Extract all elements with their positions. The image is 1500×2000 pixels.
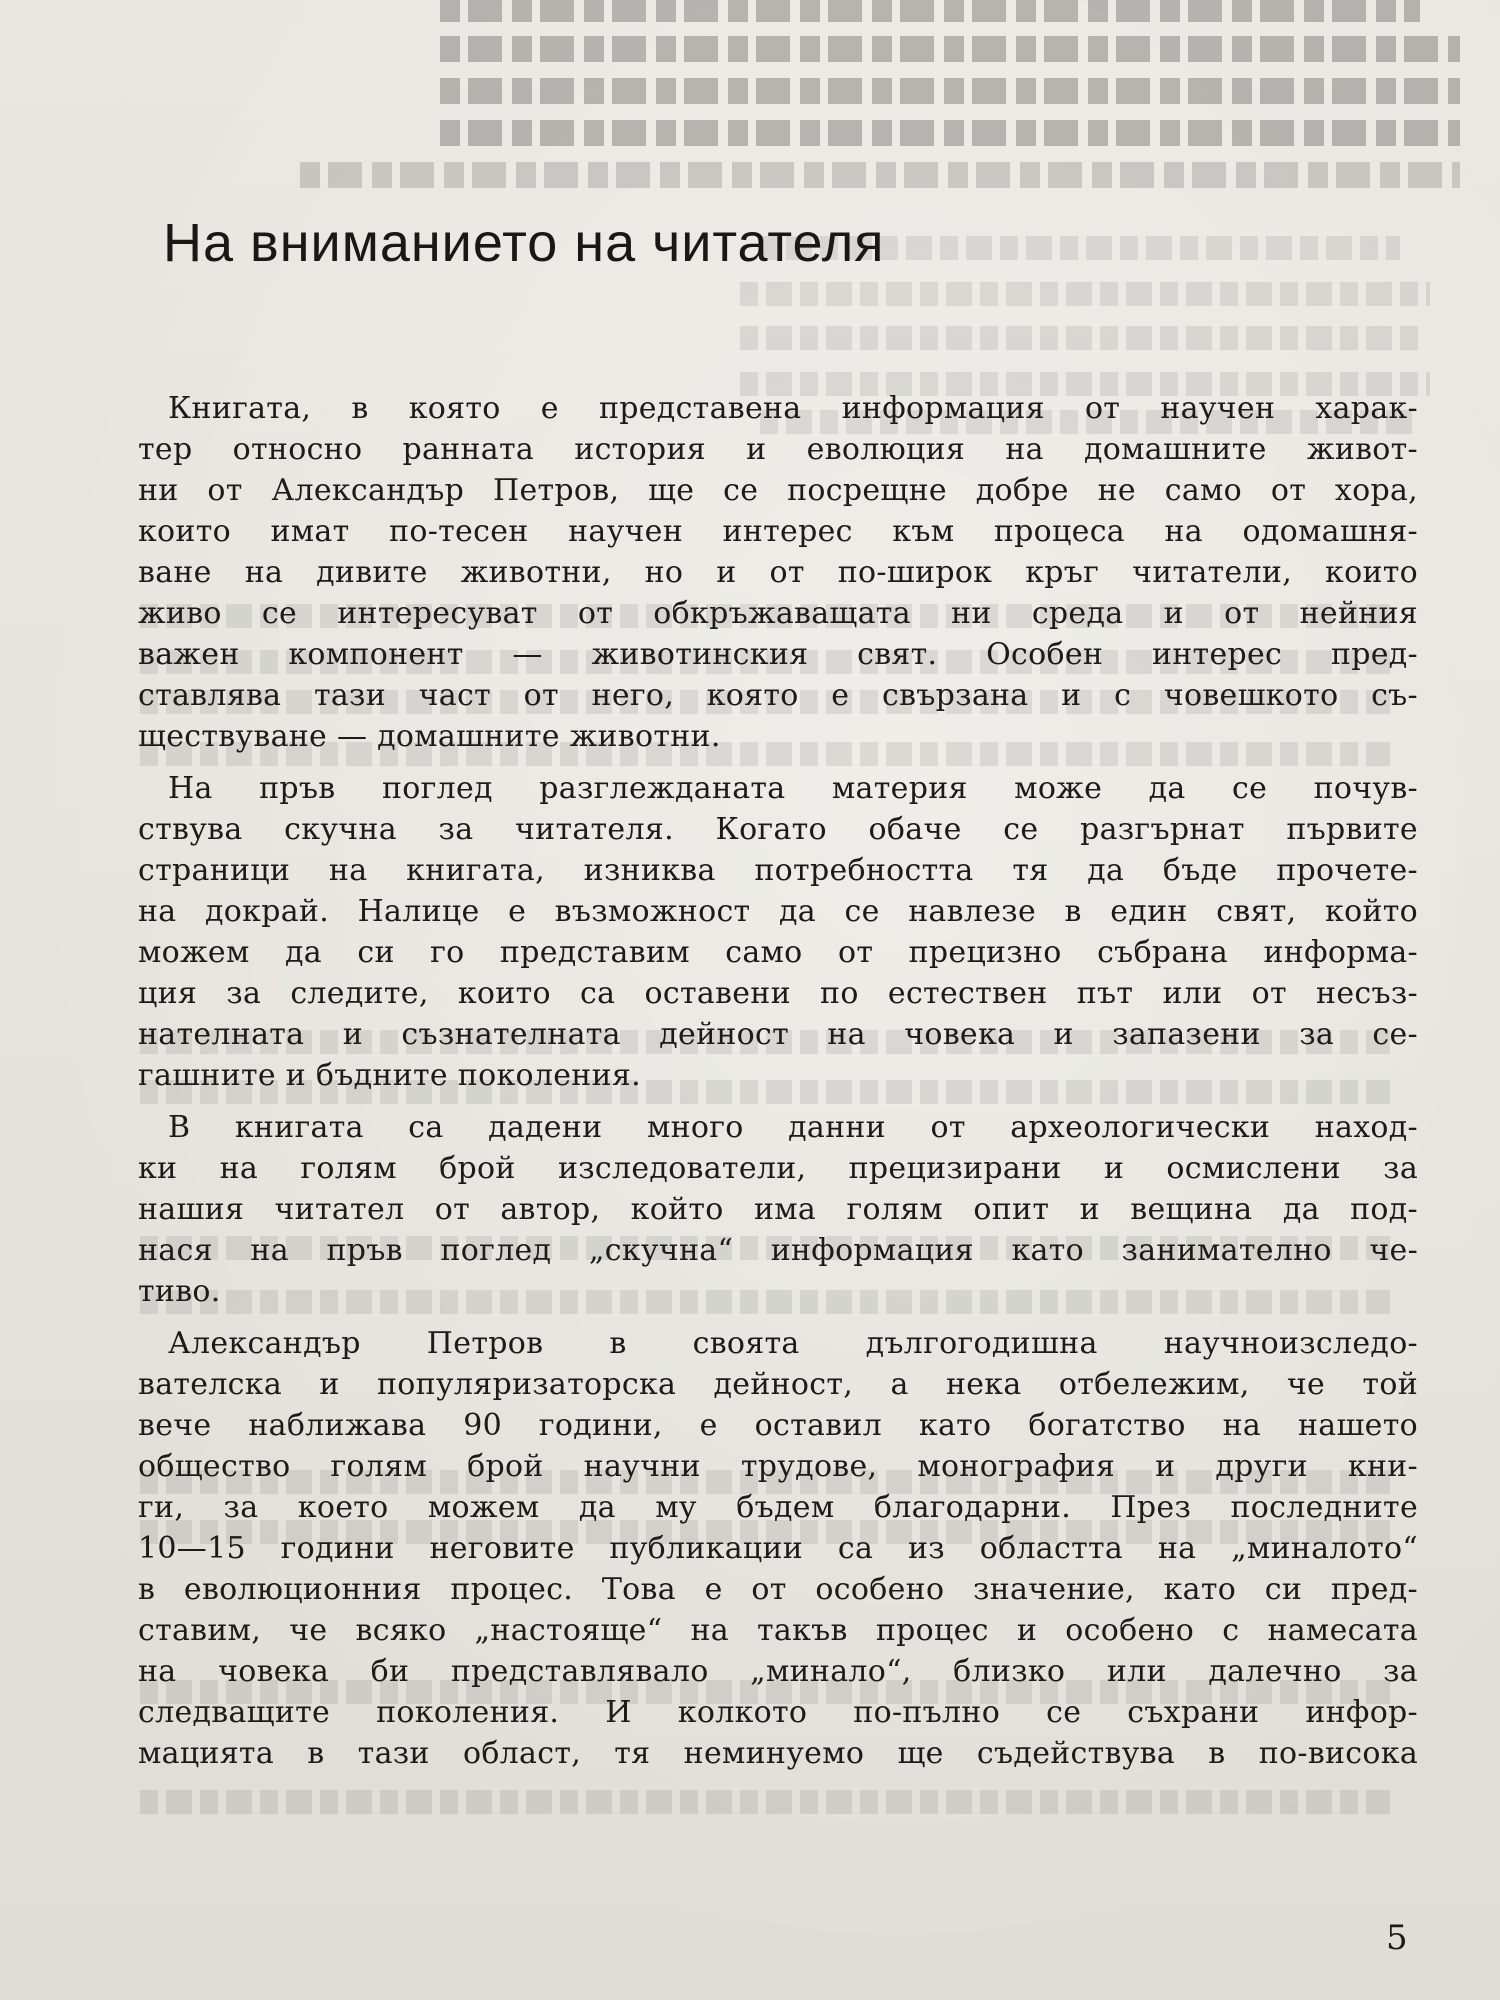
text-line: нателната и съзнателната дейност на човека и запазени за се- xyxy=(138,1017,1418,1052)
paragraph-4 xyxy=(138,1323,1418,1774)
text-line: ция за следите, които са оставени по естествен път или от несъз- xyxy=(138,976,1418,1011)
text-line: ществуване — домашните животни. xyxy=(138,719,721,754)
previous-page-fragment xyxy=(0,0,1500,210)
text-line: общество голям брой научни трудове, монография и други кни- xyxy=(138,1449,1418,1484)
paragraph-3 xyxy=(138,1107,1418,1312)
body-text xyxy=(138,388,1418,1774)
paragraph-2 xyxy=(138,768,1418,1096)
text-line: нашия читател от автор, който има голям опит и вещина да под- xyxy=(138,1192,1418,1227)
paragraph-1 xyxy=(138,388,1418,757)
text-line: ги, за което можем да му бъдем благодарни. През последните xyxy=(138,1490,1418,1525)
text-line: ни от Александър Петров, ще се посрещне добре не само от хора, xyxy=(138,473,1418,508)
page-number: 5 xyxy=(1386,1918,1408,1958)
text-line: в еволюционния процес. Това е от особено значение, като си пред- xyxy=(138,1572,1418,1607)
text-line: мацията в тази област, тя неминуемо ще съдействува в по-висока xyxy=(138,1736,1418,1771)
text-line: тиво. xyxy=(138,1274,221,1309)
text-line: ки на голям брой изследователи, прецизирани и осмислени за xyxy=(138,1151,1418,1186)
text-line: можем да си го представим само от прецизно събрана информа- xyxy=(138,935,1418,970)
text-line: Книгата, в която е представена информация от научен харак- xyxy=(168,391,1418,426)
chapter-title: На вниманието на читателя xyxy=(163,213,885,273)
text-line: Александър Петров в своята дългогодишна научноизследо- xyxy=(168,1326,1418,1361)
text-line: ставим, че всяко „настояще“ на такъв процес и особено с намесата xyxy=(138,1613,1418,1648)
text-line: на човека би представлявало „минало“, близко или далечно за xyxy=(138,1654,1418,1689)
text-line: ване на дивите животни, но и от по-широк кръг читатели, които xyxy=(138,555,1418,590)
text-line: които имат по-тесен научен интерес към процеса на одомашня- xyxy=(138,514,1418,549)
text-line: вателска и популяризаторска дейност, а нека отбележим, че той xyxy=(138,1367,1418,1402)
text-line: важен компонент — животинския свят. Особен интерес пред- xyxy=(138,637,1418,672)
text-line: вече наближава 90 години, е оставил като богатство на нашето xyxy=(138,1408,1418,1443)
text-line: нася на пръв поглед „скучна“ информация като занимателно че- xyxy=(138,1233,1418,1268)
text-line: тер относно ранната история и еволюция на домашните живот- xyxy=(138,432,1418,467)
text-line: на докрай. Налице е възможност да се навлезе в един свят, който xyxy=(138,894,1418,929)
text-line: следващите поколения. И колкото по-пълно се съхрани инфор- xyxy=(138,1695,1418,1730)
text-line: страници на книгата, изниква потребността тя да бъде прочете- xyxy=(138,853,1418,888)
text-line: 10—15 години неговите публикации са из областта на „миналото“ xyxy=(138,1531,1418,1566)
text-line: живо се интересуват от обкръжаващата ни среда и от нейния xyxy=(138,596,1418,631)
text-line: ставлява тази част от него, която е свързана и с човешкото съ- xyxy=(138,678,1418,713)
text-line: гашните и бъдните поколения. xyxy=(138,1058,641,1093)
text-line: В книгата са дадени много данни от археологически наход- xyxy=(168,1110,1418,1145)
text-line: На пръв поглед разглежданата материя може да се почув- xyxy=(168,771,1418,806)
text-line: ствува скучна за читателя. Когато обаче се разгърнат първите xyxy=(138,812,1418,847)
